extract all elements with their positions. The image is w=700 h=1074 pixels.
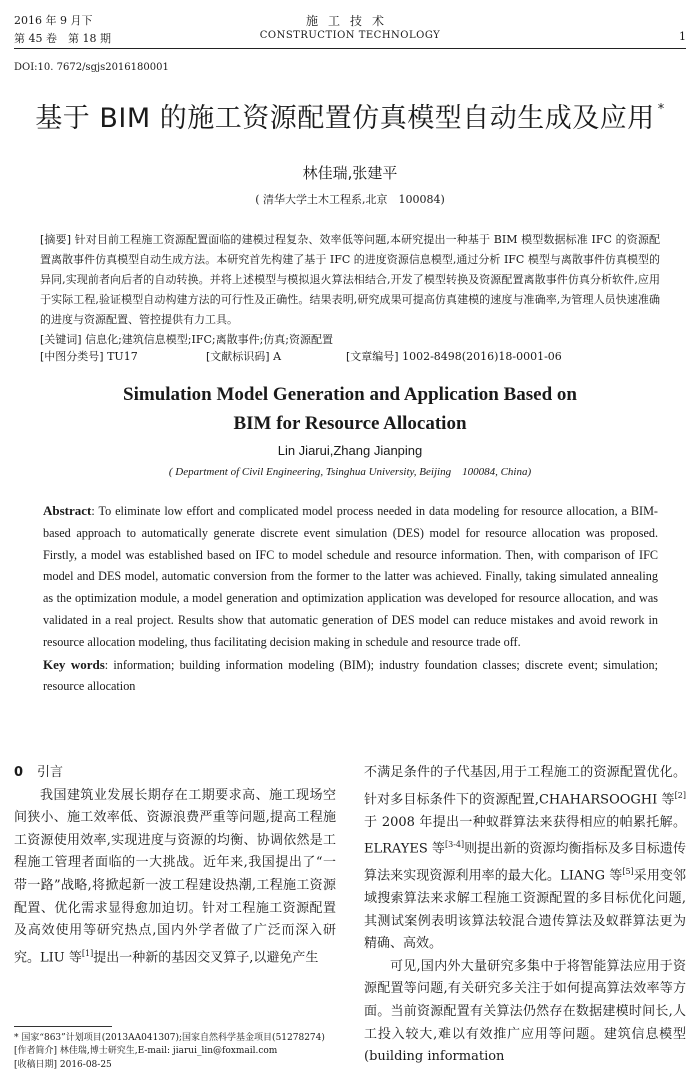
author-note: [作者简介] 林佳瑞,博士研究生,E-mail: jiarui_lin@foxmail.com bbox=[14, 1046, 278, 1057]
section-title: 引言 bbox=[37, 765, 64, 780]
abstract-text: 针对目前工程施工资源配置面临的建模过程复杂、效率低等问题,本研究提出一种基于 BIM 模型数据标准 IFC 的资源配置离散事件仿真模型自动生成方法。本研究首先构建了基于 IFC 的进度资源信息模型,通过分析 IFC 模型与离散事件仿真模型的异同,实现前者向后者的自动转换。并将上述模型与模拟退火算法相结合,开发了模型转换及资源配置离散事件仿真分析软件,应用于实际工程,验证模型自动构建方法的可行性及正确性。结果表明,研究成果可提高仿真建模的速度与准确率,为管理人员快速准确的进度与资源配置、管控提供有力工具。 bbox=[40, 233, 660, 326]
class-number bbox=[40, 348, 138, 364]
body-column-right bbox=[364, 762, 686, 1069]
article-label: [文章编号] bbox=[346, 350, 399, 363]
volume-issue: 第 45 卷 第 18 期 bbox=[14, 32, 111, 45]
abstract-en-text: To eliminate low effort and complicated model process needed in data modeling for resource allocation, a BIM-based approach to automatically generate discrete event simulation (DES) model for resource allocation was proposed. Firstly, a model was established based on IFC to model schedule and resource information. Then, with comparison of IFC model and DES model, automatic conversion from the former to the latter was achieved. Finally, taking simulated annealing as the optimization module, a model generation and optimization application was developed for resource allocation, and was validated in a real project. Results show that automatic generation of DES model can reduce mistakes and avoid rework in resource allocation modeling, thus facilitating decision making in schedule and resource trade off. bbox=[43, 504, 658, 649]
body-paragraph: 可见,国内外大量研究多集中于将智能算法应用于资源配置等问题,有关研究多关注于如何提高算法效率等方面。当前资源配置有关算法仍然存在数据建模时间长,人工投入较大,难以有效推广应用等问题。建筑信息模型(building information bbox=[364, 958, 686, 1065]
citation: [3-4] bbox=[444, 840, 465, 850]
paragraph-text: 我国建筑业发展长期存在工期要求高、施工现场空间狭小、施工效率低、资源浪费严重等问题,提高工程施工资源使用效率,实现进度与资源的均衡、协调依然是工程施工管理者面临的一大挑战。近年来,我国提出了“一带一路”战略,将掀起新一波工程建设热潮,工程施工资源配置、优化需求显得愈加迫切。针对工程施工资源配置及高效使用等研究热点,国内外学者做了广泛而深入研究。LIU 等 bbox=[14, 787, 336, 966]
citation: [2] bbox=[674, 790, 686, 800]
affiliation-cn: ( 清华大学土木工程系,北京 100084) bbox=[255, 193, 445, 206]
section-number: 0 bbox=[14, 765, 24, 780]
paper-title-en bbox=[30, 380, 670, 438]
received-date: [收稿日期] 2016-08-25 bbox=[14, 1059, 112, 1070]
authors-cn: 林佳瑞,张建平 bbox=[302, 164, 398, 182]
title-footnote-mark: * bbox=[657, 102, 665, 117]
funding-note: * 国家“863”计划项目(2013AA041307);国家自然科学基金项目(51278274) bbox=[14, 1033, 325, 1043]
issue-date: 2016 年 9 月下 bbox=[14, 14, 93, 27]
running-header bbox=[14, 8, 686, 49]
abstract-label: [摘要] bbox=[40, 233, 71, 246]
abstract-en-label: Abstract bbox=[43, 503, 92, 518]
keywords-en-label: Key words bbox=[43, 656, 105, 672]
doi: DOI:10. 7672/sgjs2016180001 bbox=[14, 62, 169, 73]
section-heading bbox=[14, 762, 336, 785]
doccode-label: [文献标识码] bbox=[206, 350, 270, 363]
citation: [1] bbox=[81, 948, 94, 958]
class-label: [中图分类号] bbox=[40, 350, 104, 363]
body-paragraph bbox=[364, 762, 686, 956]
footnote-rule bbox=[14, 1026, 112, 1027]
doccode-value: A bbox=[273, 350, 282, 363]
keywords-label: [关键词] bbox=[40, 333, 82, 346]
article-number bbox=[346, 348, 562, 364]
title-en-line1: Simulation Model Generation and Application Based on bbox=[123, 384, 577, 405]
paragraph-text: 提出一种新的基因交叉算子,以避免产生 bbox=[93, 950, 319, 966]
doc-code bbox=[206, 348, 281, 364]
class-value: TU17 bbox=[107, 350, 138, 363]
paragraph-text: 于 2008 年提出一种蚁群算法来获得相应的帕累托解。ELRAYES 等 bbox=[364, 814, 686, 857]
journal-name-cn: 施工技术 bbox=[305, 14, 394, 28]
body-paragraph bbox=[14, 785, 336, 970]
paragraph-text: 不满足条件的子代基因,用于工程施工的资源配置优化。针对多目标条件下的资源配置,CHAHARSOOGHI 等 bbox=[364, 765, 686, 807]
footnotes bbox=[14, 1032, 344, 1072]
article-value: 1002-8498(2016)18-0001-06 bbox=[402, 350, 562, 363]
abstract-en: Abstract: To eliminate low effort and complicated model process needed in data modeling for resource allocation, a BIM-based approach to automatically generate discrete event simulation (DES) model for resource allocation was proposed. Firstly, a model was established based on IFC to model schedule and resource information. Then, with comparison of IFC model and DES model, automatic conversion from the former to the latter was achieved. Finally, taking simulated annealing as the optimization module, a model generation and optimization application was developed for resource allocation, and was validated in a real project. Results show that automatic generation of DES model can reduce mistakes and avoid rework in resource allocation modeling, thus facilitating decision making in schedule and resource trade off. Key words: information; building information modeling (BIM); industry foundation classes; discrete event; simulation; resource allocation bbox=[43, 503, 658, 694]
keywords-text: 信息化;建筑信息模型;IFC;离散事件;仿真;资源配置 bbox=[85, 333, 334, 346]
title-text: 基于 BIM 的施工资源配置仿真模型自动生成及应用 bbox=[35, 103, 655, 134]
authors-en: Lin Jiarui,Zhang Jianping bbox=[277, 443, 423, 458]
body-column-left bbox=[14, 762, 336, 970]
citation: [5] bbox=[622, 867, 634, 877]
paper-title-cn bbox=[10, 96, 690, 135]
keywords-en-text: information; building information modeling (BIM); industry foundation classes; discrete event; simulation; resource allocation bbox=[43, 657, 658, 694]
paragraph-text: 则提出新的资源均衡指标及多目标遗传算法来实现资源利用率的最大化。LIANG 等 bbox=[364, 841, 686, 884]
journal-name-en: CONSTRUCTION TECHNOLOGY bbox=[259, 30, 441, 41]
paragraph-text: 采用变邻域搜索算法来求解工程施工资源配置的多目标优化问题,其测试案例表明该算法较混合遗传算法及蚁群算法更为精确、高效。 bbox=[364, 868, 686, 952]
affiliation-en: ( Department of Civil Engineering, Tsinghua University, Beijing 100084, China) bbox=[168, 466, 532, 478]
title-en-line2: BIM for Resource Allocation bbox=[233, 413, 467, 434]
abstract-cn bbox=[40, 230, 660, 350]
page-number: 1 bbox=[679, 30, 686, 43]
